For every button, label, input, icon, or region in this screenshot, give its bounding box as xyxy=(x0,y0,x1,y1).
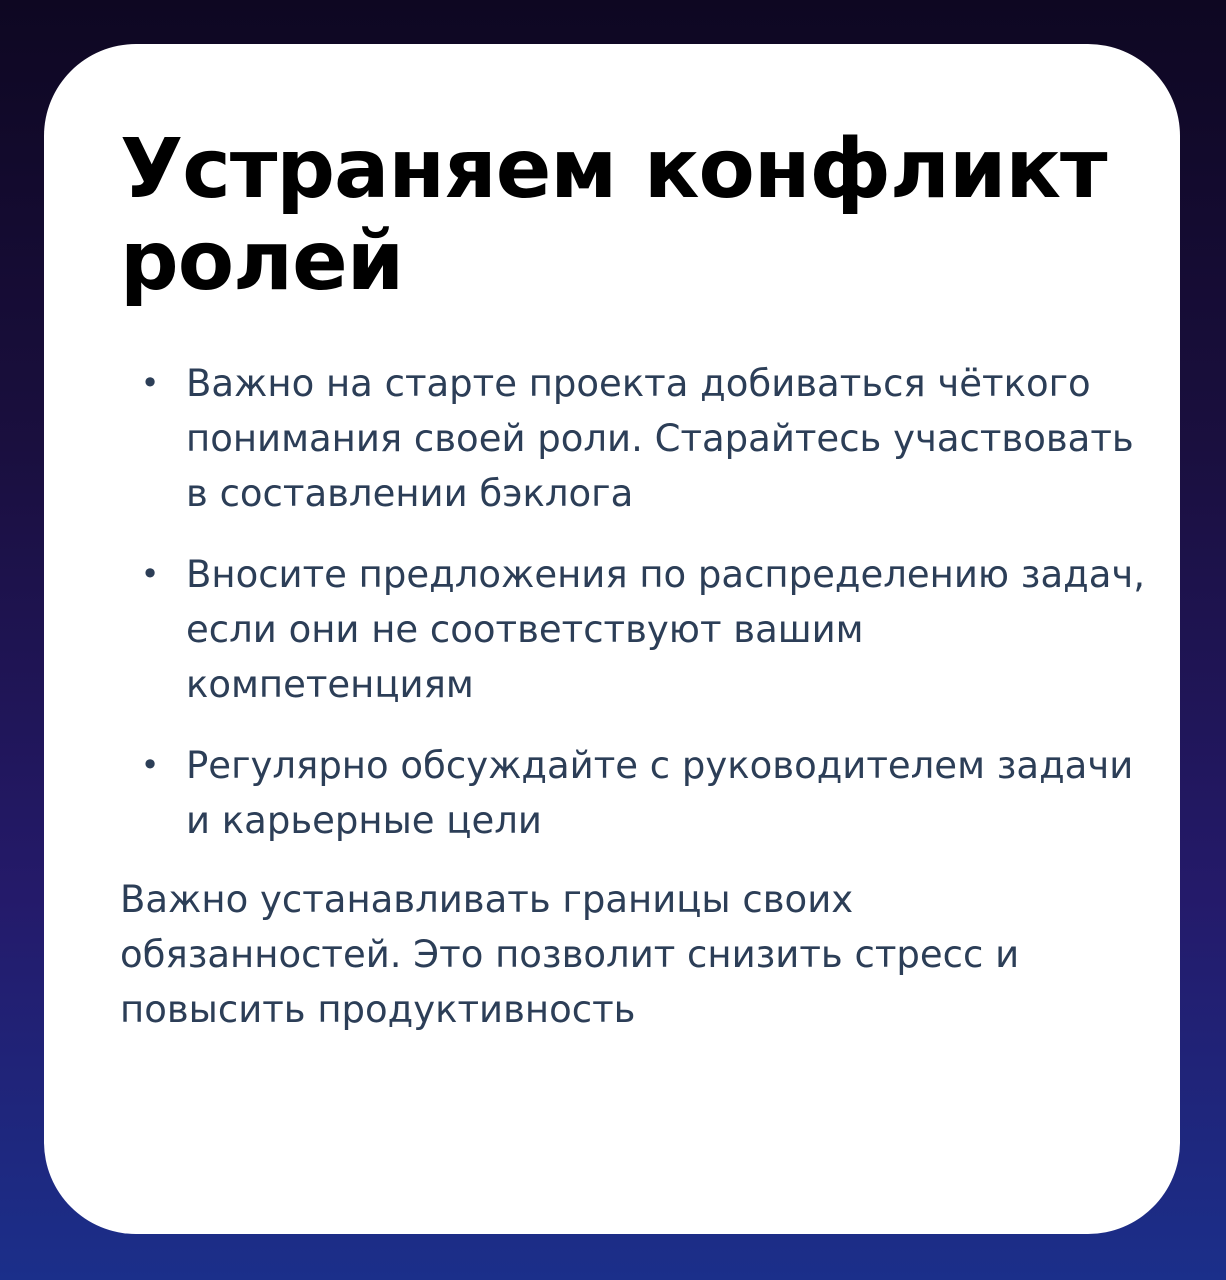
list-item xyxy=(140,738,1150,848)
bullet-list xyxy=(140,356,1150,874)
list-item xyxy=(140,356,1150,521)
list-item xyxy=(140,547,1150,712)
page-title: Устраняем конфликт ролей xyxy=(120,122,1107,309)
conclusion-text: Важно устанавливать границы своих обязанностей. Это позволит снизить стресс и повысить продуктивность xyxy=(120,878,1020,1031)
content-card xyxy=(44,44,1180,1234)
bullet-dot-icon: • xyxy=(140,746,160,784)
list-item-text: Вносите предложения по распределению задач, если они не соответствуют вашим компетенциям xyxy=(186,553,1146,706)
bullet-dot-icon: • xyxy=(140,364,160,402)
list-item-text: Важно на старте проекта добиваться чёткого понимания своей роли. Старайтесь участвовать в составлении бэклога xyxy=(186,362,1134,515)
list-item-text: Регулярно обсуждайте с руководителем задачи и карьерные цели xyxy=(186,744,1134,842)
bullet-dot-icon: • xyxy=(140,555,160,593)
